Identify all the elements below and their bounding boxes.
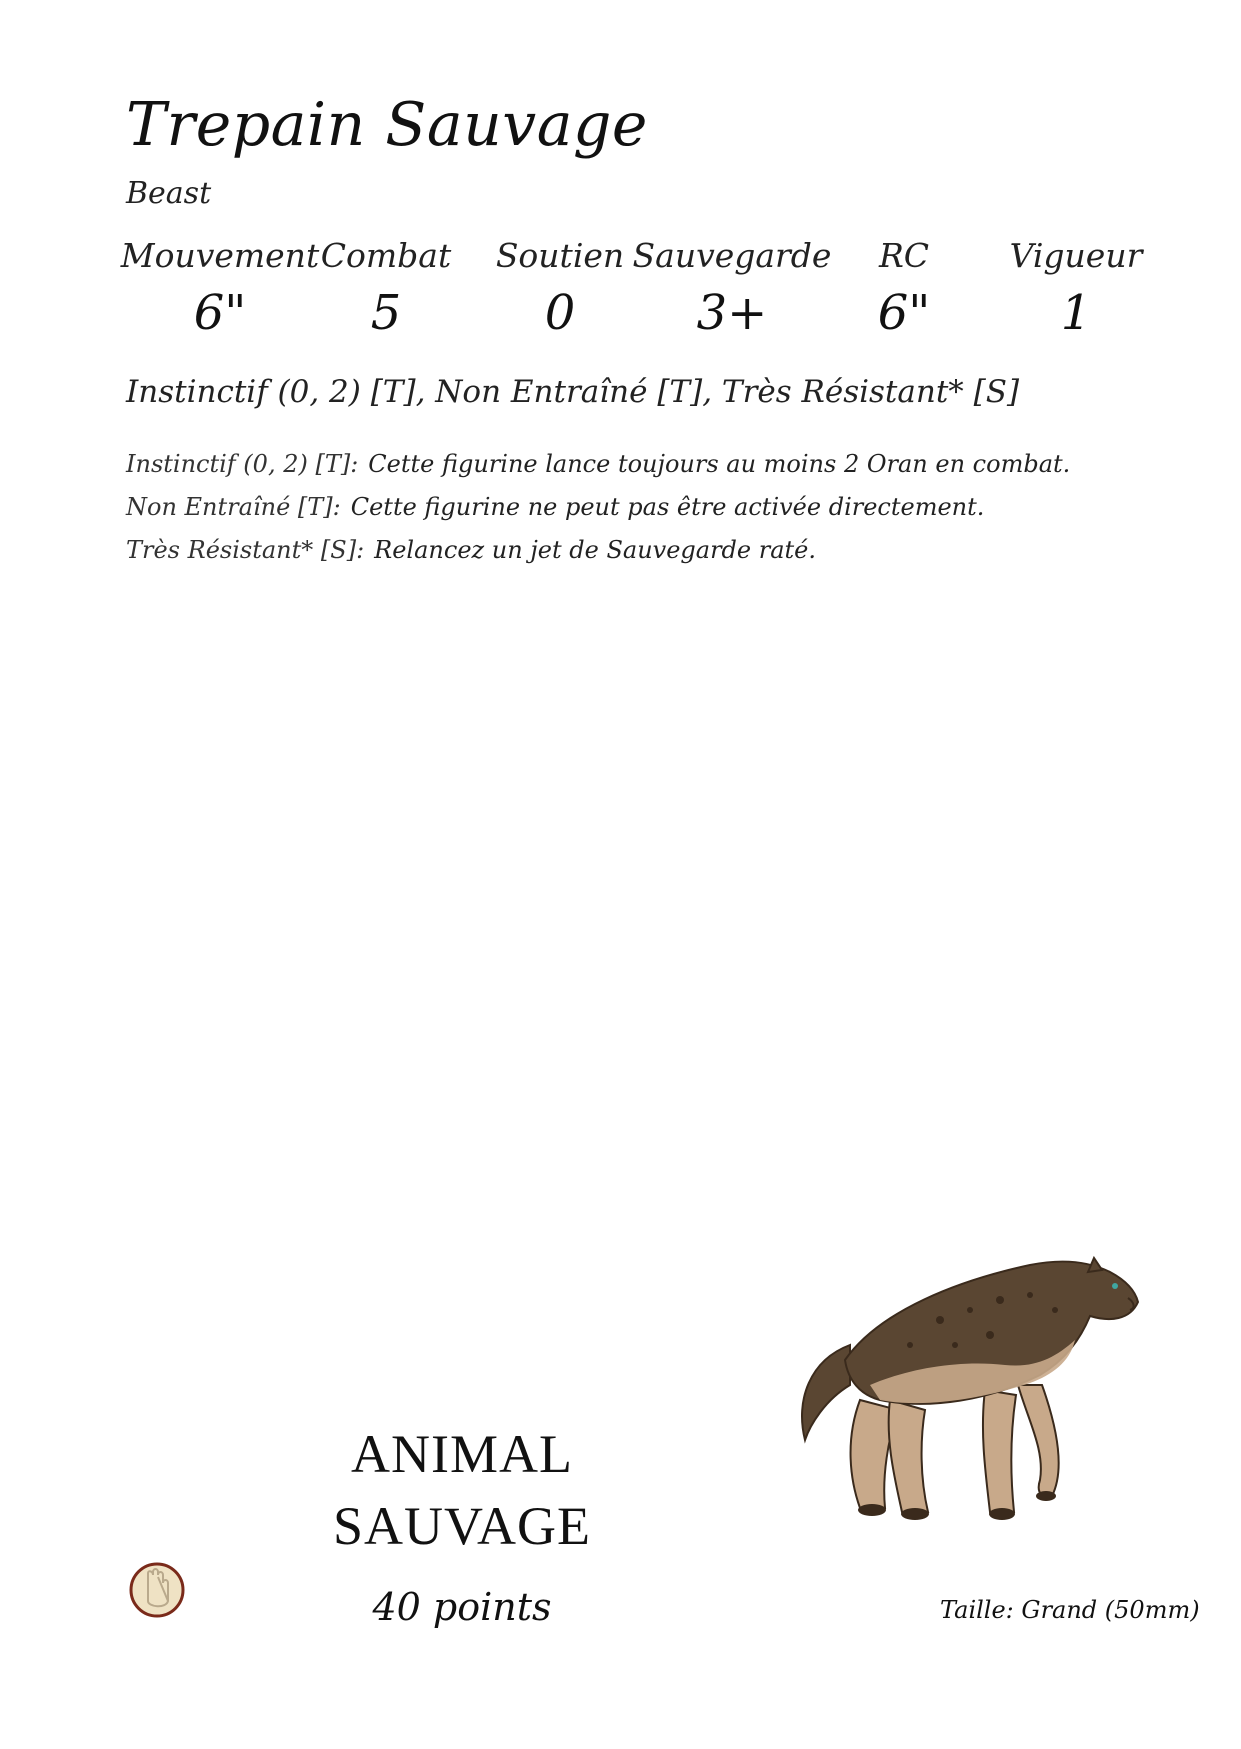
stat-label: Sauvegarde [632,236,832,275]
rule-item [126,536,1070,579]
stat-value: 5 [370,285,402,341]
rules-list [126,450,1070,579]
stat-value: 0 [544,285,576,341]
stat-label: Mouvement [120,236,320,275]
stat-label: Combat [320,236,452,275]
rule-text: Relancez un jet de Sauvegarde raté. [374,536,817,564]
rule-name: Instinctif (0, 2) [T]: [126,450,359,478]
rule-text: Cette figurine lance toujours au moins 2 Oran en combat. [368,450,1071,478]
stat-value: 6" [193,285,247,341]
unit-type: Beast [126,176,212,211]
stat-combat [286,236,486,341]
stat-value: 3+ [696,285,768,341]
category-line-2: SAUVAGE [332,1496,592,1556]
stat-value: 6" [877,285,931,341]
rule-text: Cette figurine ne peut pas être activée directement. [350,493,985,521]
rule-item [126,493,1070,536]
points-cost: 40 points [372,1585,552,1629]
hand-emblem-icon [124,1555,190,1621]
category-line-1: ANIMAL [351,1424,573,1484]
stat-label: Soutien [495,236,625,275]
unit-name: Trepain Sauvage [126,90,648,160]
unit-category [292,1418,632,1562]
base-size: Taille: Grand (50mm) [940,1596,1200,1624]
stat-block [120,236,1170,346]
stat-label: RC [878,236,930,275]
rule-name: Non Entraîné [T]: [126,493,341,521]
stat-vigueur [976,236,1176,341]
rule-item [126,450,1070,493]
stat-label: Vigueur [1009,236,1143,275]
stat-value: 1 [1060,285,1092,341]
stat-sauvegarde [632,236,832,341]
abilities-summary: Instinctif (0, 2) [T], Non Entraîné [T], Très Résistant* [S] [126,374,1020,410]
stat-rc [804,236,1004,341]
stat-soutien [460,236,660,341]
trepain-beast-illustration [790,1250,1170,1540]
rule-name: Très Résistant* [S]: [126,536,365,564]
